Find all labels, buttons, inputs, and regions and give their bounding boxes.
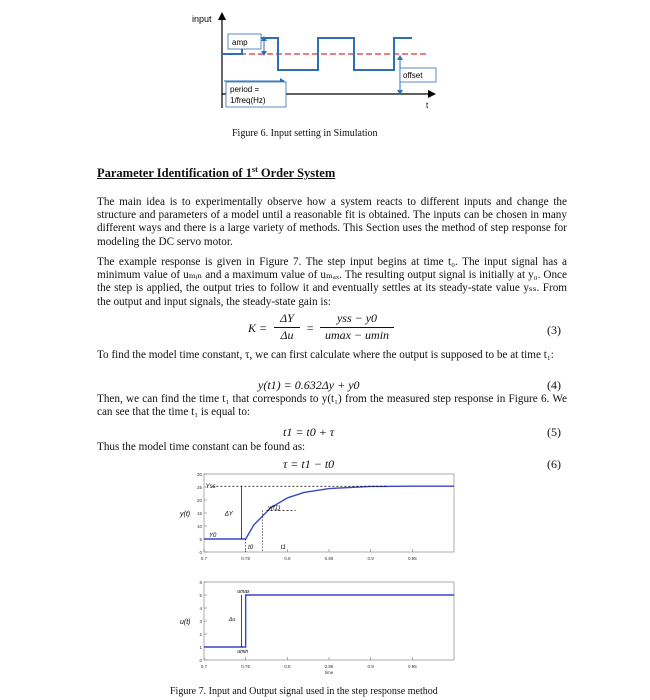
figure7-caption: Figure 7. Input and Output signal used in the step response method	[170, 686, 438, 697]
x-tick-label: 0.7	[200, 556, 208, 561]
annotation-umin: umin	[237, 649, 249, 655]
equation-4: y(t1) = 0.632Δy + y0	[258, 378, 360, 392]
y-tick-label: 6	[199, 580, 202, 585]
equation-3-number: (3)	[547, 323, 561, 337]
y-tick-label: 5	[199, 593, 202, 598]
annotation-t1: t1	[280, 544, 286, 551]
annotation-yss: Yss	[205, 484, 216, 491]
annotation-delta-u: Δu	[229, 617, 236, 623]
paragraph-example: The example response is given in Figure 7. The step input begins at time t₀. The input signal has a minimum value of uₘᵢₙ and a maximum value of uₘₐₓ. The resulting output signal is initially at y₀. Once the step is applied, the output tries to follow it and eventually settles at its steady-state value yₛₛ. From the output and input signals, the steady-state gain is:	[97, 256, 567, 308]
annotation-y0: Y0	[209, 533, 217, 539]
equation-4-number: (4)	[547, 378, 561, 392]
y-tick-label: 1	[199, 645, 202, 650]
y-tick-label: 0	[199, 550, 202, 555]
x-tick-label: 0.75	[241, 664, 251, 669]
x-tick-label: 0.95	[407, 556, 417, 561]
y-tick-label: 20	[196, 498, 202, 503]
equation-6: τ = t1 − t0	[283, 457, 335, 471]
annotation-delta-y: ΔY	[224, 511, 233, 518]
x-tick-label: 0.8	[284, 556, 291, 561]
equation-3: K = ΔY Δu = yss − y0 umax − umin	[248, 311, 448, 345]
y-axis-label: y(t)	[180, 511, 191, 518]
y-tick-label: 25	[196, 485, 202, 490]
time-axis-label: t	[426, 101, 429, 110]
x-tick-label: 0.7	[200, 664, 208, 669]
annotation-umax: umax	[237, 589, 250, 595]
paragraph-find-t1: Then, we can find the time t₁ that corresponds to y(t₁) from the measured step response in Figure 6. We can see that the time t₁ is equal to:	[97, 393, 567, 419]
input-chart	[170, 578, 460, 678]
x-tick-label: 0.85	[324, 664, 334, 669]
y-tick-label: 3	[199, 619, 202, 624]
annotation-yt1: y(t1)	[268, 505, 281, 512]
y-tick-label: 5	[199, 537, 202, 542]
x-tick-label: 0.8	[284, 664, 291, 669]
time-axis-arrow	[428, 90, 436, 98]
y-tick-label: 15	[196, 511, 202, 516]
y-tick-label: 2	[199, 632, 202, 637]
y-tick-label: 30	[196, 472, 202, 477]
y-tick-label: 4	[199, 606, 202, 611]
y-tick-label: 10	[196, 524, 202, 529]
x-tick-label: 0.9	[367, 556, 374, 561]
period-formula: 1/freq(Hz)	[230, 96, 266, 105]
input-axis-arrow	[218, 12, 226, 20]
equation-6-number: (6)	[547, 457, 561, 471]
equation-5: t1 = t0 + τ	[283, 425, 335, 439]
equation-5-number: (5)	[547, 425, 561, 439]
period-label: period =	[230, 85, 260, 94]
paragraph-intro: The main idea is to experimentally observe how a system reacts to different inputs and change the structure and parameters of a model until a reasonable fit is obtained. The inputs can be chosen in many different ways and there is a large variety of methods. This Section uses the method of step response for modeling the DC servo motor.	[97, 196, 567, 248]
x-tick-label: 0.85	[324, 556, 334, 561]
amp-label: amp	[232, 38, 248, 47]
input-setting-diagram	[190, 10, 450, 125]
x-axis-label: time	[324, 670, 334, 675]
x-tick-label: 0.75	[241, 556, 251, 561]
section-heading: Parameter Identification of 1st Order System	[97, 165, 336, 181]
figure6-caption: Figure 6. Input setting in Simulation	[232, 128, 378, 139]
paragraph-time-constant: To find the model time constant, τ, we can first calculate where the output is supposed to be at time t₁:	[97, 349, 554, 361]
input-axis-label: input	[192, 14, 212, 24]
x-tick-label: 0.9	[367, 664, 374, 669]
paragraph-model-constant: Thus the model time constant can be found as:	[97, 441, 306, 453]
y-axis-label: u(t)	[180, 619, 191, 626]
y-tick-label: 0	[199, 658, 202, 663]
output-chart	[170, 470, 460, 570]
x-tick-label: 0.95	[407, 664, 417, 669]
offset-label: offset	[403, 71, 423, 80]
annotation-t0: t0	[248, 544, 254, 551]
